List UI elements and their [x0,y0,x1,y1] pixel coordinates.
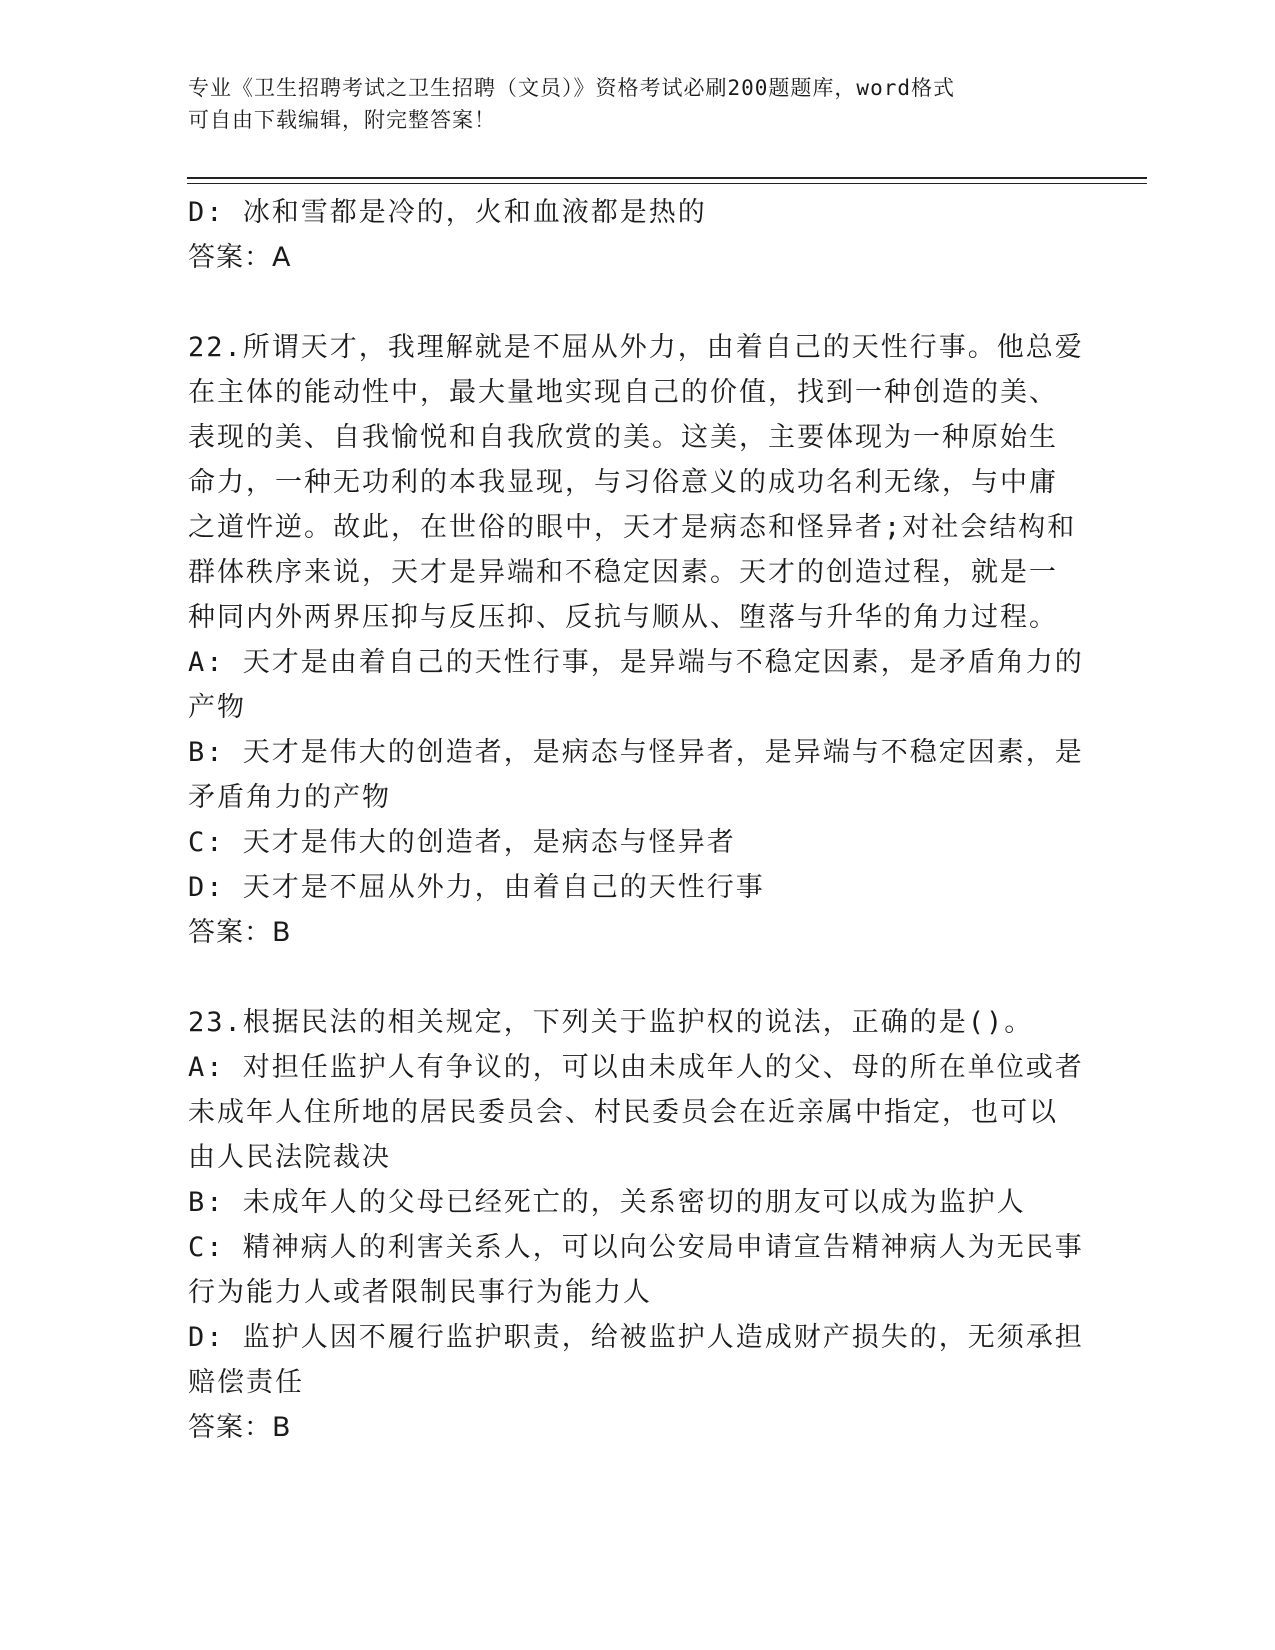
option-a-cont: 未成年人住所地的居民委员会、村民委员会在近亲属中指定，也可以 [188,1097,1058,1128]
spacer [188,955,1068,1000]
document-header [188,72,1068,136]
answer: 答案：A [188,242,292,273]
document-body [188,190,1084,1450]
question-21-tail [188,190,1068,280]
question-stem-line: 在主体的能动性中，最大量地实现自己的价值，找到一种创造的美、 [188,377,1058,408]
header-rule-thin [187,183,1147,184]
option-a: A: 天才是由着自己的天性行事，是异端与不稳定因素，是矛盾角力的 [188,647,1084,678]
header-rule-thick [187,177,1147,179]
option-c: C: 精神病人的利害关系人，可以向公安局申请宣告精神病人为无民事 [188,1232,1084,1263]
question-22 [188,325,1084,955]
question-stem-line: 表现的美、自我愉悦和自我欣赏的美。这美，主要体现为一种原始生 [188,422,1058,453]
header-line-1: 专业《卫生招聘考试之卫生招聘（文员）》资格考试必刷200题题库，word格式 [188,76,955,100]
option-b: B: 天才是伟大的创造者，是病态与怪异者，是异端与不稳定因素，是 [188,737,1084,768]
option-a-cont: 产物 [188,692,246,723]
answer: 答案：B [188,917,292,948]
option-b-cont: 矛盾角力的产物 [188,782,391,813]
question-stem-line: 23.根据民法的相关规定，下列关于监护权的说法，正确的是()。 [188,1007,1034,1038]
question-stem-line: 命力，一种无功利的本我显现，与习俗意义的成功名利无缘，与中庸 [188,467,1058,498]
answer: 答案：B [188,1412,292,1443]
option-d-cont: 赔偿责任 [188,1367,304,1398]
option-b: B: 未成年人的父母已经死亡的，关系密切的朋友可以成为监护人 [188,1187,1026,1218]
spacer [188,280,1068,325]
question-stem-line: 之道忤逆。故此，在世俗的眼中，天才是病态和怪异者;对社会结构和 [188,512,1077,543]
question-stem-line: 群体秩序来说，天才是异端和不稳定因素。天才的创造过程，就是一 [188,557,1058,588]
option-a: A: 对担任监护人有争议的，可以由未成年人的父、母的所在单位或者 [188,1052,1084,1083]
header-line-2: 可自由下载编辑，附完整答案！ [188,108,496,132]
option-a-cont: 由人民法院裁决 [188,1142,391,1173]
question-stem-line: 22.所谓天才，我理解就是不屈从外力，由着自己的天性行事。他总爱 [188,332,1084,363]
option-d: D: 天才是不屈从外力，由着自己的天性行事 [188,872,765,903]
option-d: D: 冰和雪都是冷的，火和血液都是热的 [188,197,707,228]
question-23 [188,1000,1084,1450]
option-c: C: 天才是伟大的创造者，是病态与怪异者 [188,827,736,858]
option-c-cont: 行为能力人或者限制民事行为能力人 [188,1277,652,1308]
question-stem-line: 种同内外两界压抑与反压抑、反抗与顺从、堕落与升华的角力过程。 [188,602,1058,633]
option-d: D: 监护人因不履行监护职责，给被监护人造成财产损失的，无须承担 [188,1322,1084,1353]
